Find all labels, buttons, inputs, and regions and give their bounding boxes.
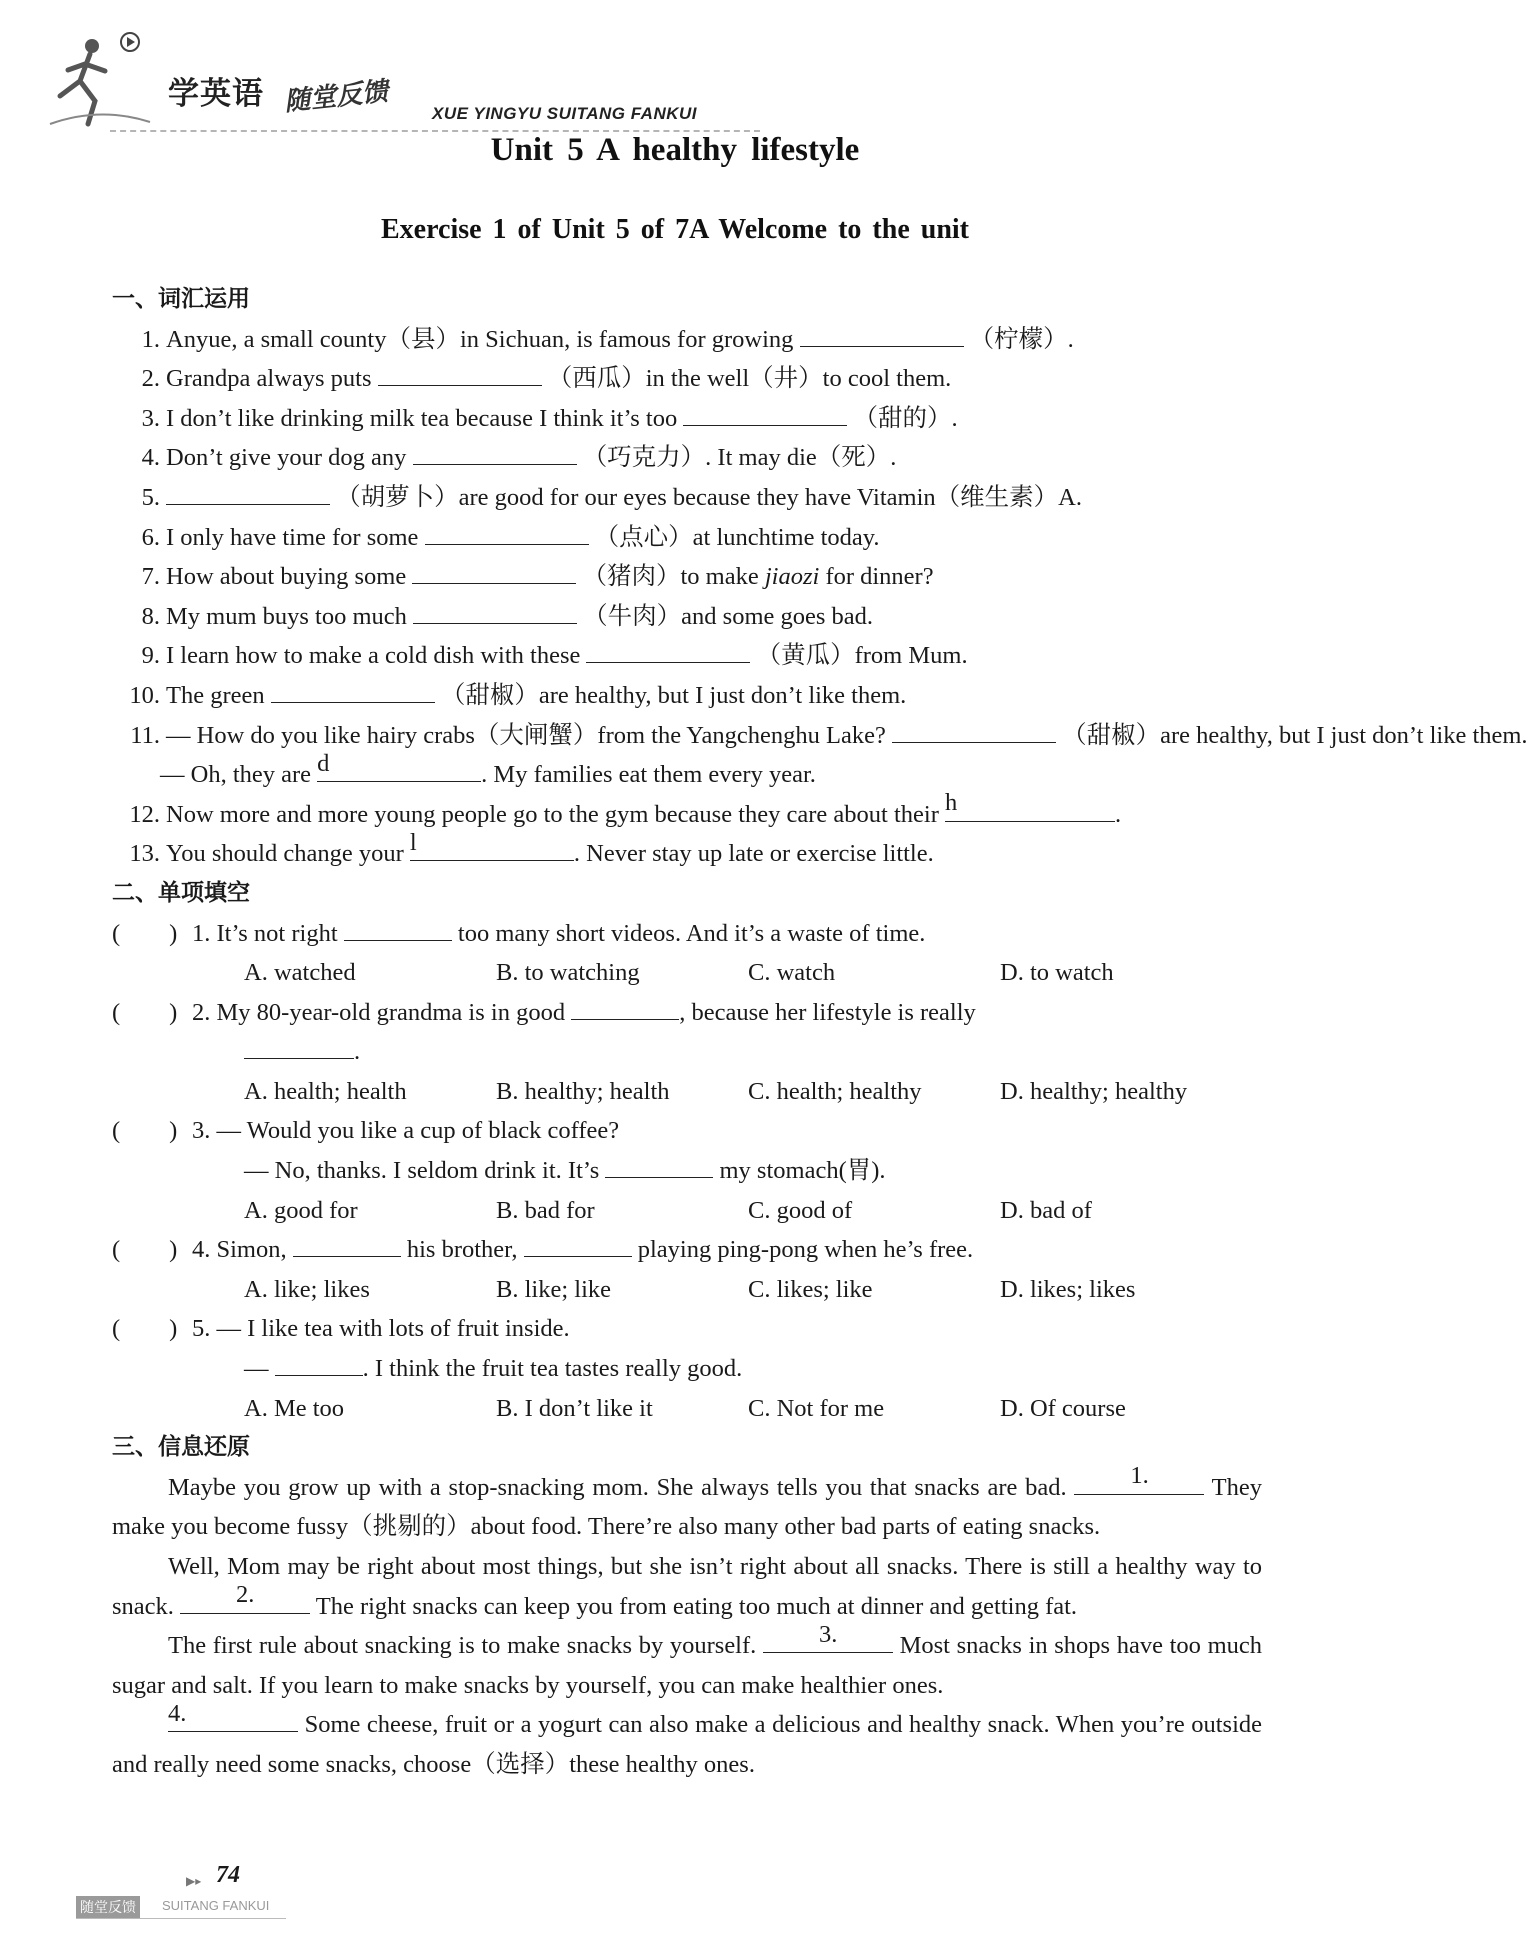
answer-blank[interactable]: [571, 997, 679, 1020]
option-d[interactable]: D. bad of: [1000, 1196, 1092, 1224]
header-banner: [50, 18, 1300, 128]
question-row: 12. Now more and more young people go to the gym because they care about their h .: [129, 789, 1122, 828]
answer-blank[interactable]: [271, 680, 435, 703]
answer-blank[interactable]: [413, 442, 577, 465]
answer-paren[interactable]: ( ): [112, 998, 178, 1026]
option-d[interactable]: D. Of course: [1000, 1394, 1126, 1422]
answer-blank[interactable]: [344, 918, 452, 941]
answer-paren[interactable]: ( ): [112, 1315, 178, 1343]
unit-title: Unit 5 A healthy lifestyle: [490, 132, 860, 168]
answer-blank[interactable]: l: [410, 838, 574, 861]
answer-blank[interactable]: [293, 1234, 401, 1257]
question-row: 3. I don’t like drinking milk tea because I think it’s too （甜的）.: [141, 404, 958, 432]
answer-blank[interactable]: 2.: [180, 1591, 310, 1614]
mc-question-continued: — No, thanks. I seldom drink it. It’s my stomach(胃).: [244, 1157, 886, 1185]
option-c[interactable]: C. health; healthy: [748, 1077, 922, 1105]
answer-blank[interactable]: [378, 363, 542, 386]
answer-blank[interactable]: d: [317, 759, 481, 782]
answer-blank[interactable]: [586, 640, 750, 663]
answer-blank[interactable]: [425, 522, 589, 545]
page-footer: [76, 1862, 316, 1922]
question-row: 8. My mum buys too much （牛肉）and some goes bad.: [141, 602, 874, 630]
answer-blank[interactable]: [892, 720, 1056, 743]
mc-options: [112, 1191, 1262, 1231]
section-heading-reading: 三、信息还原: [112, 1434, 250, 1461]
answer-paren[interactable]: ( ): [112, 1236, 178, 1264]
answer-paren[interactable]: ( ): [112, 919, 178, 947]
question-row: 1. Anyue, a small county（县）in Sichuan, is famous for growing （柠檬）.: [141, 325, 1074, 353]
answer-blank[interactable]: [244, 1036, 354, 1059]
question-row: 4. Don’t give your dog any （巧克力）. It may die（死）.: [141, 444, 897, 472]
mc-question: ( ) 5. — I like tea with lots of fruit inside.: [112, 1309, 1262, 1349]
mc-options: [112, 1072, 1262, 1112]
option-a[interactable]: A. watched: [244, 959, 356, 987]
arrow-icon: ▶▸: [186, 1874, 202, 1888]
answer-blank[interactable]: [605, 1155, 713, 1178]
runner-logo-icon: [50, 26, 150, 126]
mc-question-continued: — . I think the fruit tea tastes really good.: [244, 1355, 743, 1383]
question-row: 7. How about buying some （猪肉）to make jiaozi for dinner?: [141, 563, 934, 591]
answer-blank[interactable]: h: [945, 799, 1115, 822]
option-b[interactable]: B. healthy; health: [496, 1077, 670, 1105]
option-c[interactable]: C. likes; like: [748, 1275, 873, 1303]
option-a[interactable]: A. Me too: [244, 1394, 345, 1422]
option-d[interactable]: D. likes; likes: [1000, 1275, 1136, 1303]
answer-blank[interactable]: 3.: [763, 1630, 893, 1653]
mc-question: ( ) 4. Simon, his brother, playing ping-pong when he’s free.: [112, 1230, 1262, 1270]
answer-blank[interactable]: [683, 403, 847, 426]
answer-blank[interactable]: [800, 324, 964, 347]
question-row: 6. I only have time for some （点心）at lunchtime today.: [141, 523, 880, 551]
question-row: 5. （胡萝卜）are good for our eyes because they have Vitamin（维生素）A.: [141, 483, 1082, 511]
page-number: 74: [216, 1862, 240, 1888]
option-c[interactable]: C. good of: [748, 1196, 853, 1224]
exercise-body: [112, 280, 1528, 1785]
question-row: — Oh, they are d . My families eat them every year.: [160, 749, 816, 789]
option-b[interactable]: B. I don’t like it: [496, 1394, 653, 1422]
logo-chinese-secondary: 随堂反馈: [282, 76, 390, 118]
reading-paragraph-1: Maybe you grow up with a stop-snacking mom. She always tells you that snacks are bad. 1. They make you become fussy（挑剔的）about food. There’re also many other bad parts of eating snacks.: [112, 1462, 1263, 1541]
reading-paragraph-4: 4. Some cheese, fruit or a yogurt can also make a delicious and healthy snack. When you’re outside and really need some snacks, choose（选择）these healthy ones.: [112, 1699, 1263, 1778]
question-row: 11. — How do you like hairy crabs（大闸蟹）from the Yangchenghu Lake? （甜椒）are healthy, but I just don’t like them.: [130, 721, 1528, 749]
mc-question: ( ) 2. My 80-year-old grandma is in good , because her lifestyle is really: [112, 993, 1262, 1033]
answer-blank[interactable]: [413, 601, 577, 624]
mc-options: [112, 953, 1262, 993]
answer-blank[interactable]: [166, 482, 330, 505]
option-a[interactable]: A. health; health: [244, 1077, 407, 1105]
exercise-title: Exercise 1 of Unit 5 of 7A Welcome to the unit: [380, 214, 969, 245]
footer-tag: 随堂反馈: [76, 1896, 140, 1918]
mc-options: [112, 1389, 1262, 1429]
answer-blank[interactable]: 4.: [168, 1709, 298, 1732]
option-a[interactable]: A. like; likes: [244, 1275, 370, 1303]
option-d[interactable]: D. to watch: [1000, 959, 1114, 987]
option-b[interactable]: B. to watching: [496, 959, 640, 987]
option-b[interactable]: B. like; like: [496, 1275, 611, 1303]
option-c[interactable]: C. watch: [748, 959, 836, 987]
answer-paren[interactable]: ( ): [112, 1117, 178, 1145]
answer-blank[interactable]: 1.: [1074, 1472, 1204, 1495]
question-row: 13. You should change your l . Never stay up late or exercise little.: [129, 828, 934, 868]
option-b[interactable]: B. bad for: [496, 1196, 595, 1224]
mc-options: [112, 1270, 1262, 1310]
footer-tag-pinyin: SUITANG FANKUI: [162, 1898, 270, 1913]
reading-paragraph-2: Well, Mom may be right about most things, but she isn’t right about all snacks. There is still a healthy way to snack. 2. The right snacks can keep you from eating too much at dinner and getting fat.: [112, 1553, 1262, 1620]
reading-paragraph-3: The first rule about snacking is to make snacks by yourself. 3. Most snacks in shops have too much sugar and salt. If you learn to make snacks by yourself, you can make healthier ones.: [112, 1620, 1263, 1699]
mc-question: ( ) 1. It’s not right too many short videos. And it’s a waste of time.: [112, 914, 1262, 954]
section-heading-multiple-choice: 二、单项填空: [112, 879, 250, 906]
question-row: 9. I learn how to make a cold dish with these （黄瓜）from Mum.: [141, 642, 968, 670]
section-heading-vocabulary: 一、词汇运用: [112, 286, 250, 312]
option-a[interactable]: A. good for: [244, 1196, 358, 1224]
mc-question: ( ) 3. — Would you like a cup of black coffee?: [112, 1111, 1262, 1151]
option-c[interactable]: C. Not for me: [748, 1394, 885, 1422]
answer-blank[interactable]: [524, 1234, 632, 1257]
logo-chinese: 学英语: [168, 76, 264, 112]
answer-blank[interactable]: [275, 1353, 363, 1376]
option-d[interactable]: D. healthy; healthy: [1000, 1077, 1188, 1105]
question-row: 10. The green （甜椒）are healthy, but I just don’t like them.: [129, 681, 907, 709]
question-row: 2. Grandpa always puts （西瓜）in the well（井）to cool them.: [141, 365, 952, 393]
mc-question-continued: .: [112, 1032, 1262, 1072]
footer-divider: [76, 1918, 286, 1919]
answer-blank[interactable]: [412, 561, 576, 584]
logo-pinyin: XUE YINGYU SUITANG FANKUI: [432, 104, 698, 123]
